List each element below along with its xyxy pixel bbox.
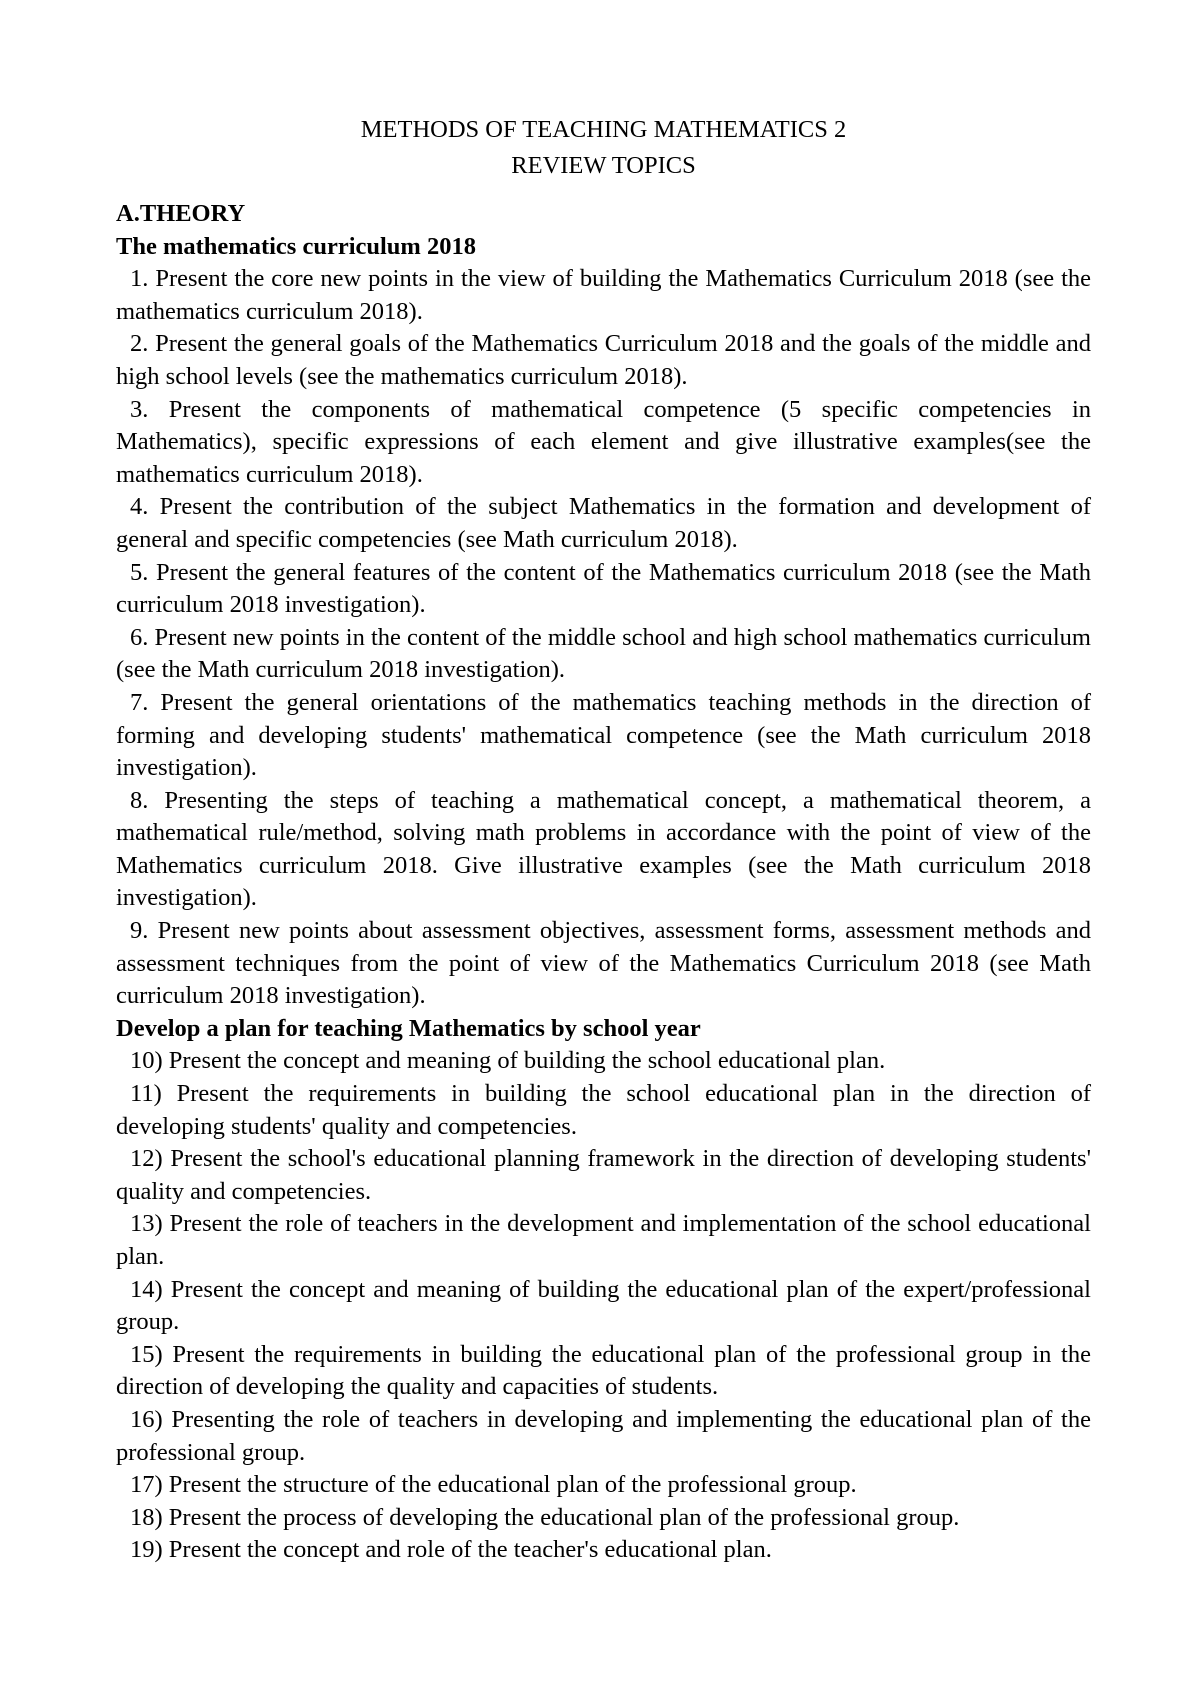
review-item-1: 1. Present the core new points in the view of building the Mathematics Curriculum 2018 (see the mathematics curriculum 2018). xyxy=(116,265,1091,325)
review-item-3: 3. Present the components of mathematical competence (5 specific competencies in Mathematics), specific expressions of each element and give illustrative examples(see the mathematics curriculum 2018). xyxy=(116,395,1091,488)
document-title: METHODS OF TEACHING MATHEMATICS 2 xyxy=(360,116,847,143)
review-item-12: 12) Present the school's educational planning framework in the direction of developing students' quality and competencies. xyxy=(116,1145,1091,1205)
review-item-9: 9. Present new points about assessment objectives, assessment forms, assessment methods and assessment techniques from the point of view of the Mathematics Curriculum 2018 (see Math curriculum 2018 investigation). xyxy=(116,917,1091,1010)
subsection-heading-curriculum: The mathematics curriculum 2018 xyxy=(116,232,476,260)
review-item-6: 6. Present new points in the content of the middle school and high school mathematics curriculum (see the Math curriculum 2018 investigation). xyxy=(116,623,1091,684)
review-item-11: 11) Present the requirements in building the school educational plan in the direction of developing students' quality and competencies. xyxy=(116,1080,1091,1140)
review-item-15: 15) Present the requirements in building the educational plan of the professional group in the direction of developing the quality and capacities of students. xyxy=(116,1340,1091,1401)
document-body xyxy=(116,112,1091,1567)
review-item-18: 18) Present the process of developing the educational plan of the professional group. xyxy=(130,1503,960,1531)
review-item-8: 8. Presenting the steps of teaching a mathematical concept, a mathematical theorem, a mathematical rule/method, solving math problems in accordance with the point of view of the Mathematics curriculum 2018. Give illustrative examples (see the Math curriculum 2018 investigation). xyxy=(116,786,1091,912)
subsection-heading-plan: Develop a plan for teaching Mathematics by school year xyxy=(116,1014,701,1042)
review-item-2: 2. Present the general goals of the Mathematics Curriculum 2018 and the goals of the middle and high school levels (see the mathematics curriculum 2018). xyxy=(116,330,1091,390)
review-item-5: 5. Present the general features of the content of the Mathematics curriculum 2018 (see the Math curriculum 2018 investigation). xyxy=(116,558,1091,619)
document-subtitle: REVIEW TOPICS xyxy=(511,152,696,179)
review-item-14: 14) Present the concept and meaning of building the educational plan of the expert/professional group. xyxy=(116,1275,1091,1336)
review-item-4: 4. Present the contribution of the subject Mathematics in the formation and development of general and specific competencies (see Math curriculum 2018). xyxy=(116,493,1091,553)
review-item-19: 19) Present the concept and role of the teacher's educational plan. xyxy=(130,1536,772,1564)
review-item-7: 7. Present the general orientations of the mathematics teaching methods in the direction of forming and developing students' mathematical competence (see the Math curriculum 2018 investigation). xyxy=(116,688,1091,782)
review-item-13: 13) Present the role of teachers in the development and implementation of the school educational plan. xyxy=(116,1210,1091,1270)
review-item-10: 10) Present the concept and meaning of building the school educational plan. xyxy=(130,1047,886,1075)
review-item-17: 17) Present the structure of the educational plan of the professional group. xyxy=(130,1471,857,1499)
review-item-16: 16) Presenting the role of teachers in developing and implementing the educational plan of the professional group. xyxy=(116,1405,1091,1466)
section-heading-theory: A.THEORY xyxy=(116,200,246,227)
